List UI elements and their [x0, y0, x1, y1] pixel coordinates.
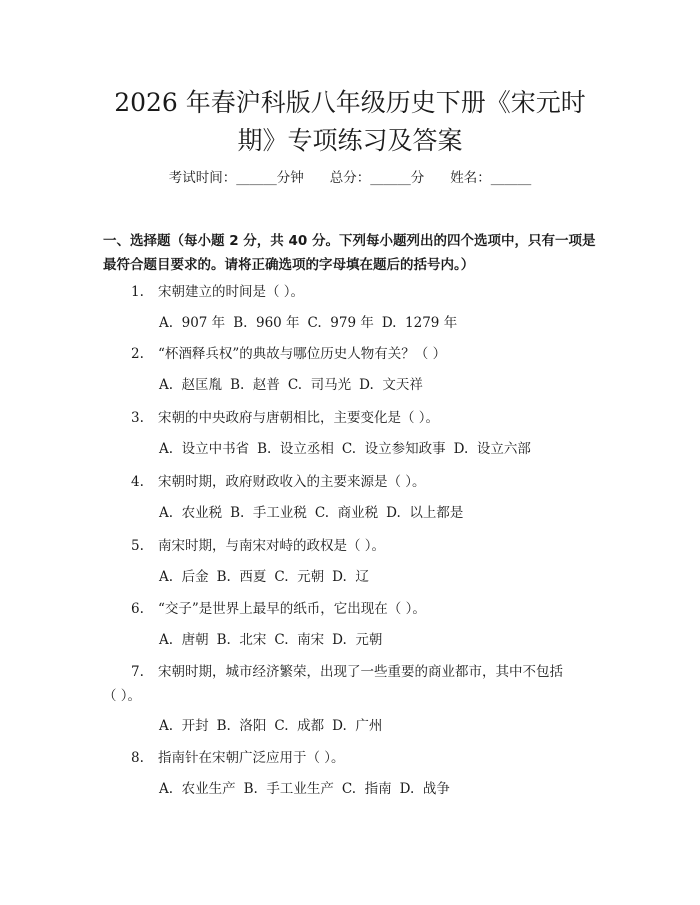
option-d: D. 设立六部 [453, 441, 531, 457]
option-c: C. 元朝 [274, 569, 325, 585]
option-a: A. 唐朝 [159, 632, 209, 648]
option-c: C. 979 年 [307, 315, 374, 331]
question-3-options [159, 437, 539, 461]
question-8 [103, 746, 600, 770]
question-1-options [159, 311, 465, 335]
question-number: 5. [131, 538, 144, 554]
option-a: A. 农业税 [159, 505, 223, 521]
option-b: B. 赵普 [230, 377, 280, 393]
question-4-options [159, 501, 471, 525]
question-8-options [159, 777, 458, 801]
option-d: D. 广州 [332, 718, 383, 734]
option-c: C. 指南 [341, 781, 392, 797]
question-6-options [159, 628, 390, 652]
question-5 [103, 534, 600, 558]
option-a: A. 907 年 [159, 315, 226, 331]
option-d: D. 元朝 [332, 632, 383, 648]
option-a: A. 农业生产 [159, 781, 236, 797]
question-stem-line-1: 宋朝时期，城市经济繁荣，出现了一些重要的商业都市，其中不包括 [158, 664, 563, 680]
question-stem: “交子”是世界上最早的纸币，它出现在（ ）。 [158, 601, 426, 617]
question-7-continued [103, 684, 600, 708]
exam-info [0, 167, 700, 189]
question-stem: 南宋时期，与南宋对峙的政权是（ ）。 [158, 538, 386, 554]
question-stem: 宋朝时期，政府财政收入的主要来源是（ ）。 [158, 474, 426, 490]
option-d: D. 1279 年 [381, 315, 458, 331]
option-c: C. 司马光 [287, 377, 352, 393]
option-b: B. 960 年 [233, 315, 300, 331]
question-5-options [159, 565, 377, 589]
option-d: D. 以上都是 [386, 505, 464, 521]
question-number: 6. [131, 601, 144, 617]
question-stem: “杯酒释兵权”的典故与哪位历史人物有关？（ ） [158, 346, 447, 362]
option-b: B. 北宋 [216, 632, 267, 648]
exam-time-label: 考试时间：______分钟 [168, 170, 304, 186]
question-stem-line-2: （ ）。 [103, 688, 142, 704]
option-c: C. 商业税 [314, 505, 379, 521]
question-number: 3. [131, 410, 144, 426]
option-a: A. 开封 [159, 718, 209, 734]
question-stem: 宋朝的中央政府与唐朝相比，主要变化是（ ）。 [158, 410, 440, 426]
question-7 [103, 660, 600, 684]
option-d: D. 文天祥 [359, 377, 423, 393]
question-1 [103, 280, 600, 304]
question-number: 1. [131, 284, 144, 300]
option-b: B. 西夏 [216, 569, 267, 585]
total-score-label: 总分：______分 [329, 170, 425, 186]
option-c: C. 设立参知政事 [341, 441, 446, 457]
option-d: D. 辽 [332, 569, 369, 585]
question-stem: 宋朝建立的时间是（ ）。 [158, 284, 305, 300]
question-number: 4. [131, 474, 144, 490]
question-number: 7. [131, 664, 144, 680]
document-title [60, 84, 640, 160]
title-line-1: 2026 年春沪科版八年级历史下册《宋元时 [114, 88, 586, 117]
option-b: B. 洛阳 [216, 718, 267, 734]
option-a: A. 后金 [159, 569, 209, 585]
question-stem: 指南针在宋朝广泛应用于（ ）。 [158, 750, 345, 766]
question-2 [103, 342, 600, 366]
section-1-heading: 一、选择题（每小题 2 分，共 40 分。下列每小题列出的四个选项中，只有一项是最符合题目要求的。请将正确选项的字母填在题后的括号内。） [103, 233, 596, 273]
question-4 [103, 470, 600, 494]
option-d: D. 战争 [399, 781, 450, 797]
question-2-options [159, 373, 431, 397]
option-a: A. 赵匡胤 [159, 377, 223, 393]
student-name-label: 姓名：______ [450, 170, 532, 186]
question-number: 2. [131, 346, 144, 362]
option-b: B. 手工业税 [230, 505, 307, 521]
option-a: A. 设立中书省 [159, 441, 250, 457]
question-7-options [159, 714, 390, 738]
option-b: B. 手工业生产 [243, 781, 334, 797]
option-c: C. 南宋 [274, 632, 325, 648]
question-6 [103, 597, 600, 621]
option-c: C. 成都 [274, 718, 325, 734]
option-b: B. 设立丞相 [257, 441, 334, 457]
title-line-2: 期》专项练习及答案 [237, 126, 463, 155]
question-3 [103, 406, 600, 430]
question-number: 8. [131, 750, 144, 766]
